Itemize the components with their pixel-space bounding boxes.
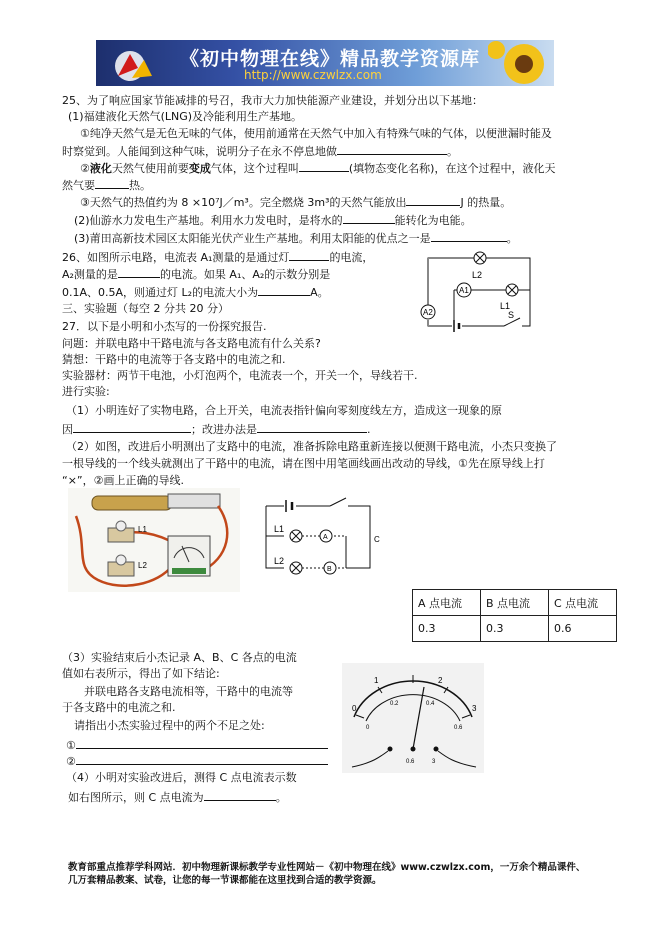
answer-blank-q25-3[interactable] [95,177,129,189]
q27-step3-d: 于各支路中的电流之和. [62,701,176,714]
header-banner [96,40,554,86]
q27-step3-e: 请指出小杰实验过程中的两个不足之处: [74,719,265,732]
q25-part3: ③天然气的热值约为 8 ×10⁷J／m³。完全燃烧 3m³的天然气能放出 J 的热量。 [80,196,512,209]
answer-blank-q25-2[interactable] [299,160,349,172]
q25-stem: 25、为了响应国家节能减排的号召，我市大力加快能源产业建设，并划分出以下基地： [62,94,483,107]
scale-top-1: 1 [374,676,379,685]
footer-line-2: 几万套精品教案、试卷，让您的每一节课都能在这里找到合适的教学资源。 [68,875,382,886]
ammeter-dial-figure [342,663,484,773]
q27-step3-b: 值如右表所示，得出了如下结论: [62,667,220,680]
q27-question: 问题：并联电路中干路电流与各支路电流有什么关系? [62,337,321,350]
q27-title: 27．以下是小明和小杰写的一份探究报告. [62,320,267,333]
q27-equipment: 实验器材：两节干电池，小灯泡两个，电流表一个，开关一个，导线若干. [62,369,418,382]
q26-line3: 0.1A、0.5A，则通过灯 L₂的电流大小为 A。 [62,286,329,299]
q26-line2: A₂测量的是 的电流。如果 A₁、A₂的示数分别是 [62,268,331,281]
q27-process: 进行实验: [62,385,110,398]
scale-top-0: 0 [352,704,357,713]
table-header-cell: C 点电流 [549,590,617,616]
scale-top-2: 2 [438,676,443,685]
label-l1: L1 [274,524,285,534]
q25-part2-line1: ②液化天然气使用前要变成气体，这个过程叫 (填物态变化名称)，在这个过程中，液化天 [80,162,556,175]
physical-circuit-photo [68,488,240,592]
q27-step3-a: （3）实验结束后小杰记录 A、B、C 各点的电流 [62,651,297,664]
q27-step1-b: 因 ；改进办法是 . [62,423,371,436]
banner-title: 《初中物理在线》精品教学资源库 [180,48,481,70]
footer-line-1: 教育部重点推荐学科网站．初中物理新课标教学专业性网站－《初中物理在线》www.czwlzx.com，一万余个精品课件、 [68,862,586,873]
label-a1: A1 [459,286,469,295]
answer-blank-q27-2[interactable] [257,421,367,433]
table-cell: 0.3 [481,616,549,642]
q25-part4: (2)仙游水力发电生产基地。利用水力发电时，是将水的 能转化为电能。 [74,214,472,227]
q27-step1-a: （1）小明连好了实物电路，合上开关，电流表指针偏向零刻度线左方，造成这一现象的原 [66,404,502,417]
label-c: C [374,535,380,544]
label-l2: L2 [274,556,285,566]
photo-label-l2: L2 [138,561,147,570]
table-cell: 0.6 [549,616,617,642]
label-l2: L2 [472,270,483,280]
terminal-label-mid: 0.6 [406,759,415,765]
section-3-title: 三、实验题（每空 2 分共 20 分） [62,302,229,315]
answer-blank-q27-5[interactable] [204,789,276,801]
page-footer [68,861,585,887]
q26-line1: 26、如图所示电路，电流表 A₁测量的是通过灯 的电流， [62,251,374,264]
q27-step2-c: “×”，②画上正确的导线. [62,474,184,487]
q27-step2-b: 一根导线的一个线头就测出了干路中的电流，请在图中用笔画线画出改动的导线，①先在原导线上打 [62,457,545,470]
scale-top-3: 3 [472,704,477,713]
logo-icon [108,46,168,84]
scale-bottom-06: 0.6 [454,725,463,731]
table-header-cell: A 点电流 [413,590,481,616]
q25-part1-text-a: ①纯净天然气是无色无味的气体，使用前通常在天然气中加入有特殊气味的气体，以便泄漏时能及 [80,127,552,140]
table-cell: 0.3 [413,616,481,642]
q27-guess: 猜想：干路中的电流等于各支路中的电流之和. [62,353,286,366]
label-a: A [323,534,328,541]
answer-blank-q25-5[interactable] [343,212,395,224]
label-b: B [327,566,332,573]
answer-blank-q25-4[interactable] [406,194,460,206]
banner-url: http://www.czwlzx.com [244,68,382,82]
q27-step4-b: 如右图所示，则 C 点电流为 。 [68,791,287,804]
q27-step3-f: ① [66,737,328,753]
circuit-diagram-q26 [412,244,542,348]
q25-part5: (3)莆田高新技术园区太阳能光伏产业生产基地。利用太阳能的优点之一是 。 [74,232,518,245]
label-l1: L1 [500,301,511,311]
table-header-row [413,590,617,616]
current-data-table [412,589,617,642]
answer-blank-q25-6[interactable] [431,230,507,242]
q25-part2-line2: 然气要 热。 [62,179,151,192]
circuit-diagram-q27 [250,492,380,588]
table-header-cell: B 点电流 [481,590,549,616]
table-row [413,616,617,642]
photo-label-l1: L1 [138,525,147,534]
terminal-label-right: 3 [432,759,436,765]
answer-blank-q26-3[interactable] [258,284,310,296]
answer-blank-q27-1[interactable] [73,421,191,433]
q27-step3-g: ② [66,753,328,769]
scale-bottom-04: 0.4 [426,701,435,707]
label-a2: A2 [423,308,433,317]
answer-blank-q26-1[interactable] [289,249,329,261]
q27-step4-a: （4）小明对实验改进后，测得 C 点电流表示数 [66,771,297,784]
answer-blank-q27-3[interactable] [76,737,328,749]
answer-blank-q26-2[interactable] [118,266,160,278]
scale-bottom-0: 0 [366,725,370,731]
q27-step3-c: 并联电路各支路电流相等，干路中的电流等 [84,685,293,698]
q25-part1-text-b: 时察觉到。人能闻到这种气味，说明分子在永不停息地做 。 [62,145,458,158]
scale-bottom-02: 0.2 [390,701,399,707]
label-s: S [508,310,515,320]
q25-part1: (1)福建液化天然气(LNG)及冷能利用生产基地。 [68,110,303,123]
sunflower-icon [488,40,554,86]
q27-step2-a: （2）如图，改进后小明测出了支路中的电流，准备拆除电路重新连接以便测干路电流，小杰只变换了 [66,440,557,453]
answer-blank-q25-1[interactable] [337,143,447,155]
answer-blank-q27-4[interactable] [76,753,328,765]
